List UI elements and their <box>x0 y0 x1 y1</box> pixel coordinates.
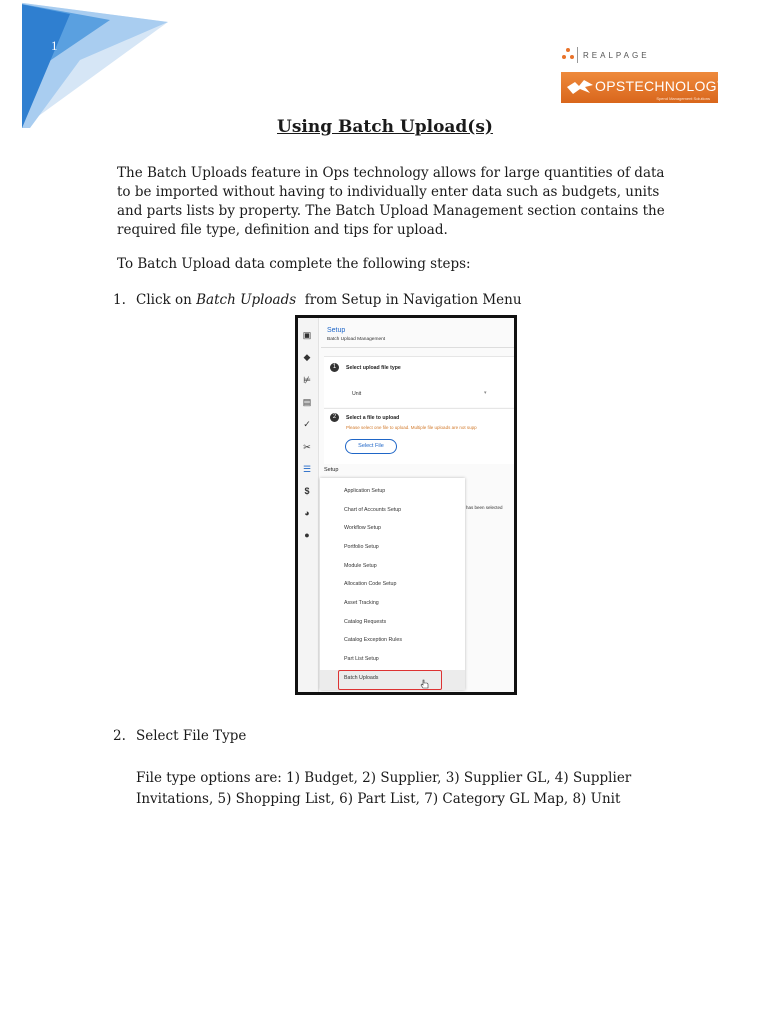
page-number: 1 <box>51 38 58 53</box>
nav-rail <box>298 318 319 692</box>
page-title: Using Batch Upload(s) <box>277 117 493 137</box>
menu-item-batch-uploads[interactable]: Batch Uploads <box>344 675 379 681</box>
realpage-logo <box>562 47 650 63</box>
menu-item-part-list-setup[interactable]: Part List Setup <box>344 656 379 662</box>
opstechnology-logo <box>561 72 727 103</box>
step-2-text: Select File Type <box>136 728 247 744</box>
right-fragment-text: has been selected <box>466 505 503 510</box>
menu-item-asset-tracking[interactable]: Asset Tracking <box>344 600 379 606</box>
menu-item-module-setup[interactable]: Module Setup <box>344 563 377 569</box>
cart-icon[interactable]: ⊭ <box>303 375 311 385</box>
intro-paragraph: The Batch Uploads feature in Ops technology allows for large quantities of data to be imported without having to individually enter data such as budgets, units and parts lists by property. The Batch Upload Management section contains the required file type, definition and tips for upload. <box>117 165 665 238</box>
tag-icon[interactable]: ◆ <box>303 352 311 362</box>
menu-item-allocation-code-setup[interactable]: Allocation Code Setup <box>344 581 397 587</box>
step-circle-2: 2 <box>330 413 339 422</box>
ops-logo-tagline: Spend Management Solutions <box>656 96 710 101</box>
help-icon[interactable]: ● <box>304 530 310 540</box>
file-upload-label: Select a file to upload <box>346 415 400 421</box>
document-icon[interactable]: ▤ <box>302 397 312 407</box>
select-file-button[interactable]: Select File <box>345 439 397 454</box>
batch-uploads-emphasis: Batch Uploads <box>196 292 297 308</box>
settings-sliders-icon[interactable]: ☰ <box>302 464 312 474</box>
dollar-icon[interactable]: $ <box>304 486 310 496</box>
menu-item-workflow-setup[interactable]: Workflow Setup <box>344 525 381 531</box>
corner-decoration <box>0 0 180 135</box>
menu-item-catalog-exception-rules[interactable]: Catalog Exception Rules <box>344 637 403 643</box>
steps-intro: To Batch Upload data complete the following steps: <box>117 256 471 272</box>
setup-menu <box>320 478 465 690</box>
upload-hint: Please select one file to upload. Multiple file uploads are not supp <box>346 425 477 430</box>
menu-item-chart-of-accounts-setup[interactable]: Chart of Accounts Setup <box>344 507 402 513</box>
step-2-number: 2. <box>113 728 126 744</box>
screenshot-subtitle: Batch Upload Management <box>327 337 386 342</box>
realpage-dots-icon <box>562 48 574 62</box>
check-icon[interactable]: ✓ <box>303 419 311 429</box>
tools-icon[interactable]: ✂ <box>303 442 311 452</box>
menu-item-catalog-requests[interactable]: Catalog Requests <box>344 619 387 625</box>
ops-logo-text: OPSTECHNOLOGY <box>595 78 727 94</box>
setup-menu-label: Setup <box>324 467 339 473</box>
hand-cursor-icon <box>420 679 430 689</box>
step-circle-1: 1 <box>330 363 339 372</box>
step-1-number: 1. <box>113 292 126 308</box>
pie-chart-icon[interactable]: ◕ <box>304 508 310 518</box>
menu-item-application-setup[interactable]: Application Setup <box>344 488 386 494</box>
file-type-options: File type options are: 1) Budget, 2) Supplier, 3) Supplier GL, 4) Supplier Invitations, 5) Shopping List, 6) Part List, 7) Category GL Map, 8) Unit <box>136 770 632 807</box>
step-1-text: Click on Batch Uploads from Setup in Navigation Menu <box>136 292 522 308</box>
file-upload-card <box>324 408 514 464</box>
menu-item-portfolio-setup[interactable]: Portfolio Setup <box>344 544 379 550</box>
file-type-select[interactable]: Unit <box>352 391 362 397</box>
upload-type-label: Select upload file type <box>346 365 401 371</box>
embedded-screenshot <box>295 315 517 695</box>
calendar-icon[interactable]: ▣ <box>302 330 312 340</box>
realpage-logo-text: REALPAGE <box>583 50 650 60</box>
upload-type-card <box>324 356 514 407</box>
screenshot-title: Setup <box>327 327 346 334</box>
chevron-down-icon[interactable]: ▾ <box>484 390 487 396</box>
bird-icon <box>566 79 594 95</box>
